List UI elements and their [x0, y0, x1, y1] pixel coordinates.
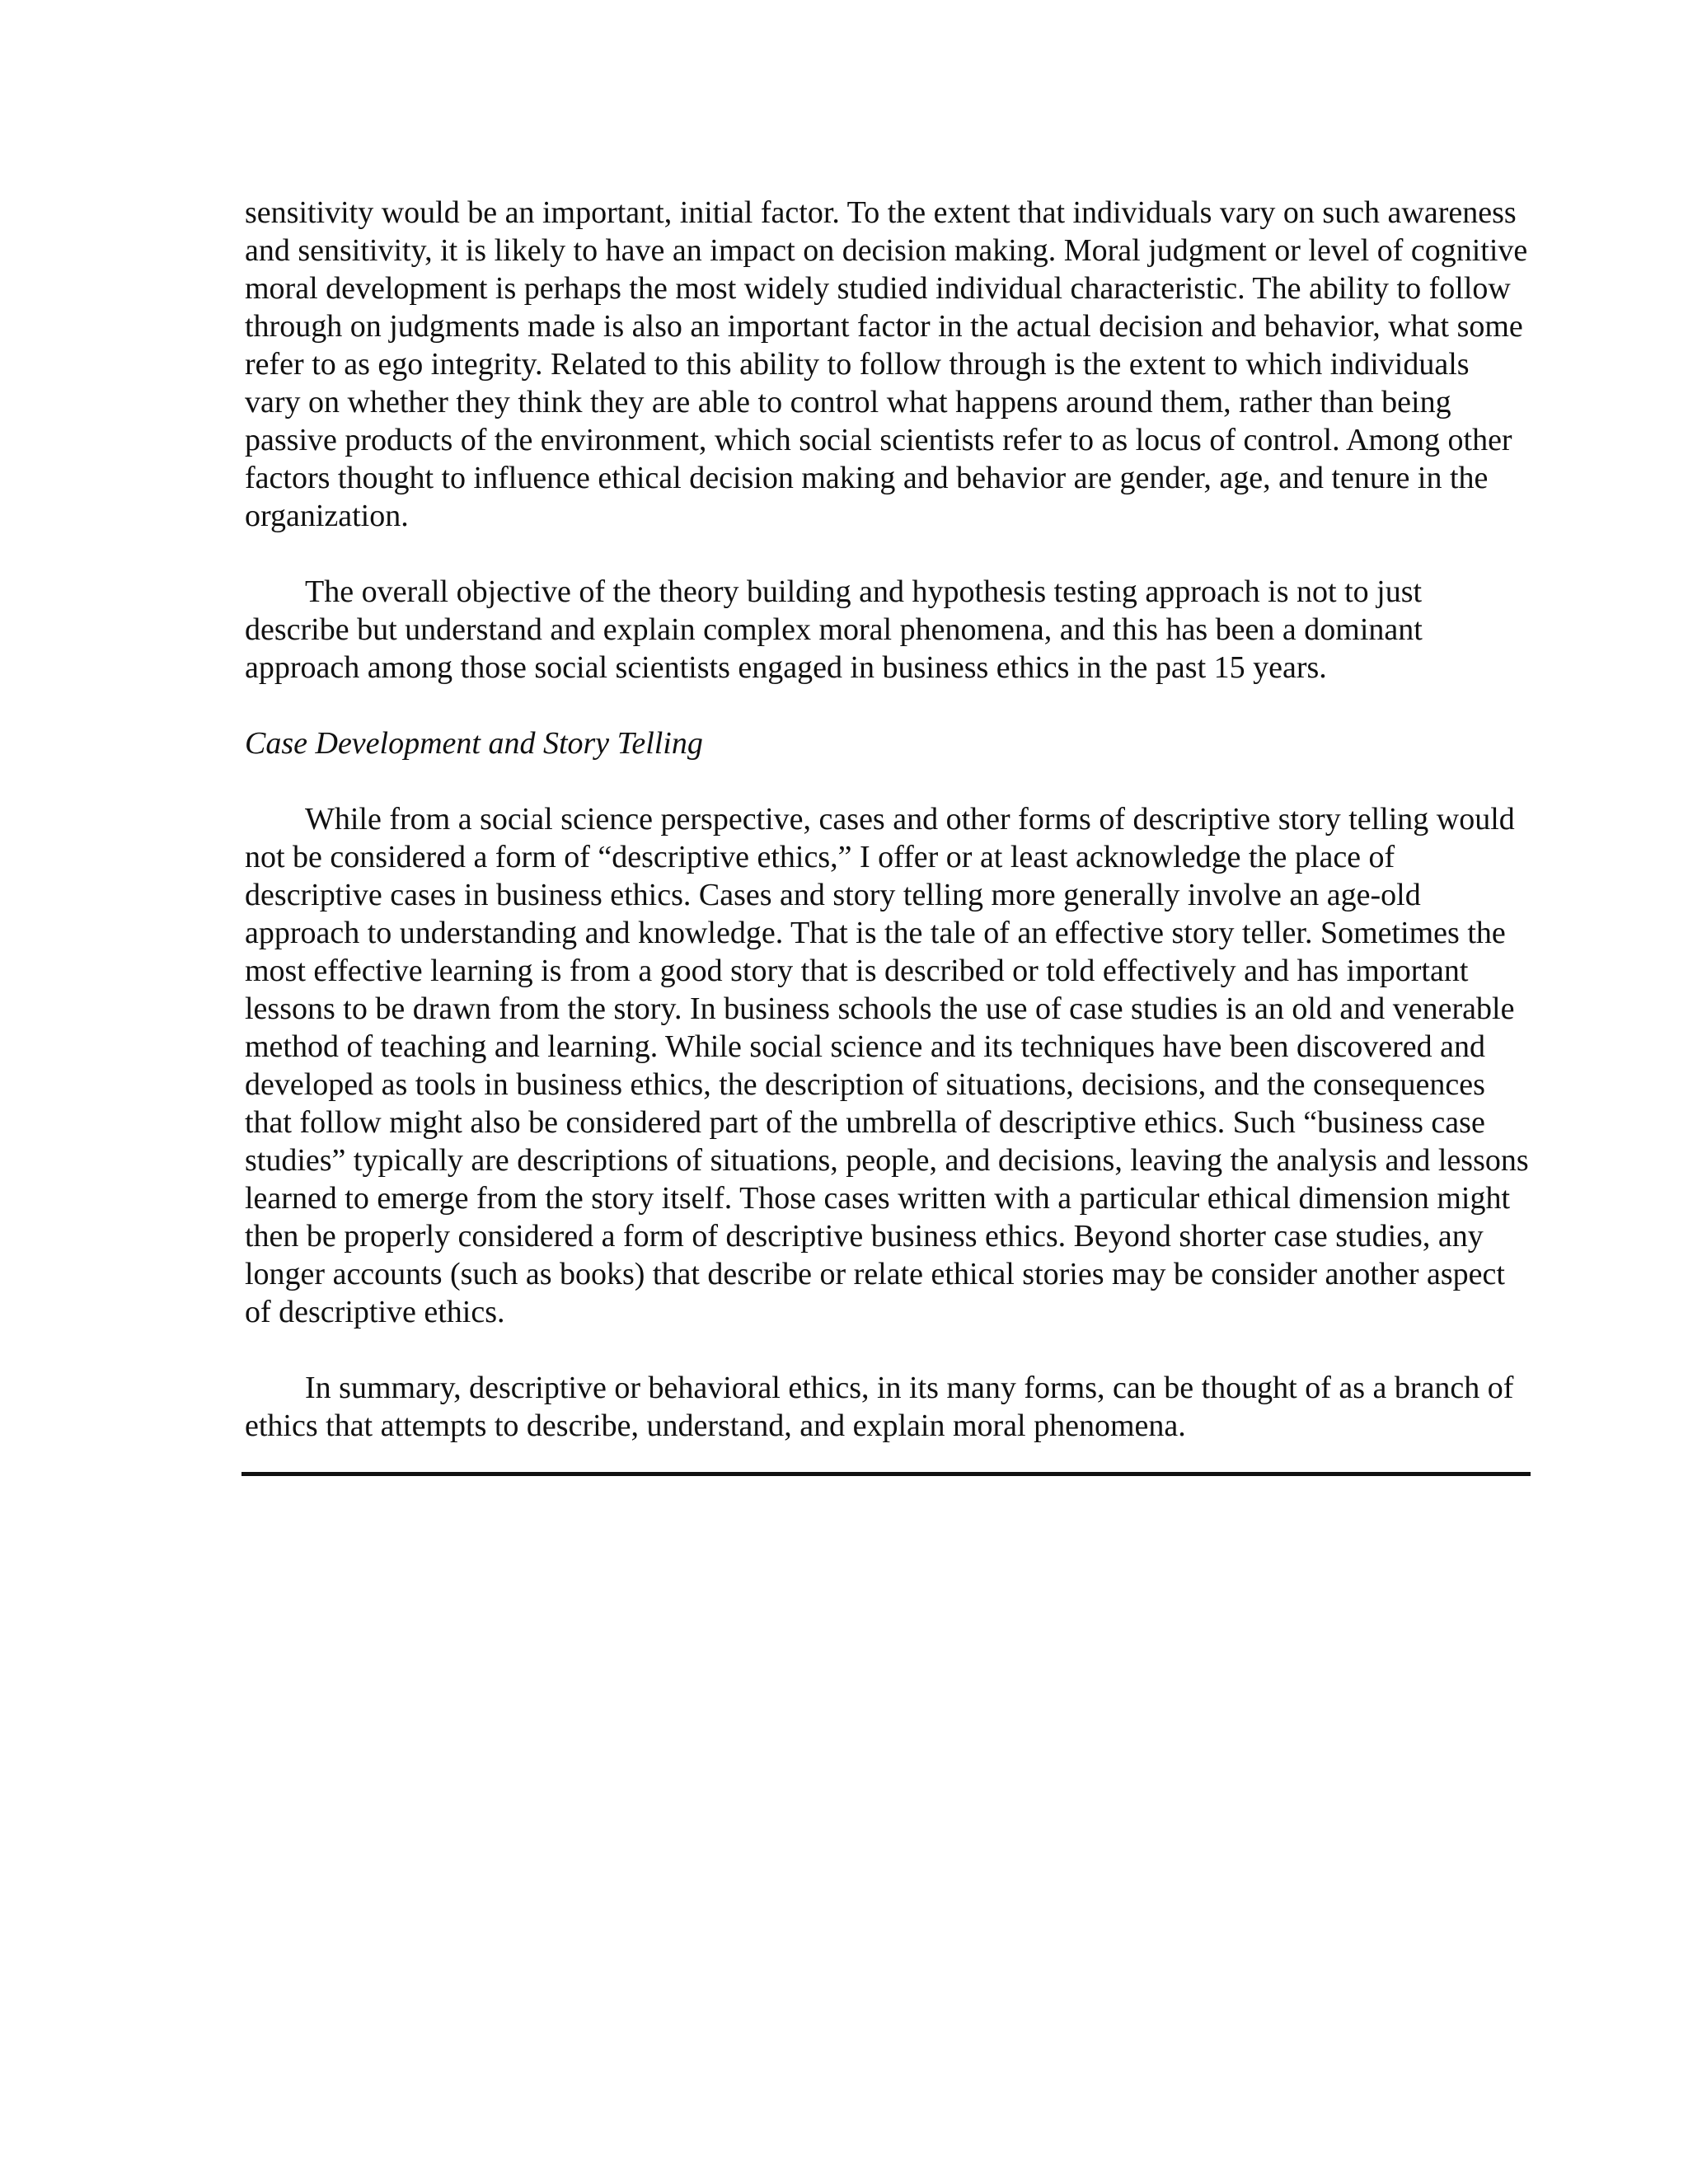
- body-paragraph-case-development: While from a social science perspective, cases and other forms of descriptive story telling would not be considered a form of “descriptive ethics,” I offer or at least acknowledge the place of descriptive cases in business ethics. Cases and story telling more generally involve an age-old approach to understanding and knowledge. That is the tale of an effective story teller. Sometimes the most effective learning is from a good story that is described or told effectively and has important lessons to be drawn from the story. In business schools the use of case studies is an old and venerable method of teaching and learning. While social science and its techniques have been discovered and developed as tools in business ethics, the description of situations, decisions, and the consequences that follow might also be considered part of the umbrella of descriptive ethics. Such “business case studies” typically are descriptions of situations, people, and decisions, leaving the analysis and lessons learned to emerge from the story itself. Those cases written with a particular ethical dimension might then be properly considered a form of descriptive business ethics. Beyond shorter case studies, any longer accounts (such as books) that describe or relate ethical stories may be consider another aspect of descriptive ethics.: [245, 802, 1529, 1329]
- body-paragraph-summary: In summary, descriptive or behavioral ethics, in its many forms, can be thought of as a branch of ethics that attempts to describe, understand, and explain moral phenomena.: [245, 1371, 1514, 1443]
- section-heading: Case Development and Story Telling: [245, 726, 703, 761]
- body-paragraph-continued: sensitivity would be an important, initial factor. To the extent that individuals vary on such awareness and sensitivity, it is likely to have an impact on decision making. Moral judgment or level of cognitive moral development is perhaps the most widely studied individual characteristic. The ability to follow through on judgments made is also an important factor in the actual decision and behavior, what some refer to as ego integrity. Related to this ability to follow through is the extent to which individuals vary on whether they think they are able to control what happens around them, rather than being passive products of the environment, which social scientists refer to as locus of control. Among other factors thought to influence ethical decision making and behavior are gender, age, and tenure in the organization.: [245, 195, 1528, 533]
- document-body: [245, 194, 1532, 1483]
- horizontal-rule: [241, 1472, 1531, 1476]
- body-paragraph-objective: The overall objective of the theory building and hypothesis testing approach is not to just describe but understand and explain complex moral phenomena, and this has been a dominant approach among those social scientists engaged in business ethics in the past 15 years.: [245, 574, 1423, 685]
